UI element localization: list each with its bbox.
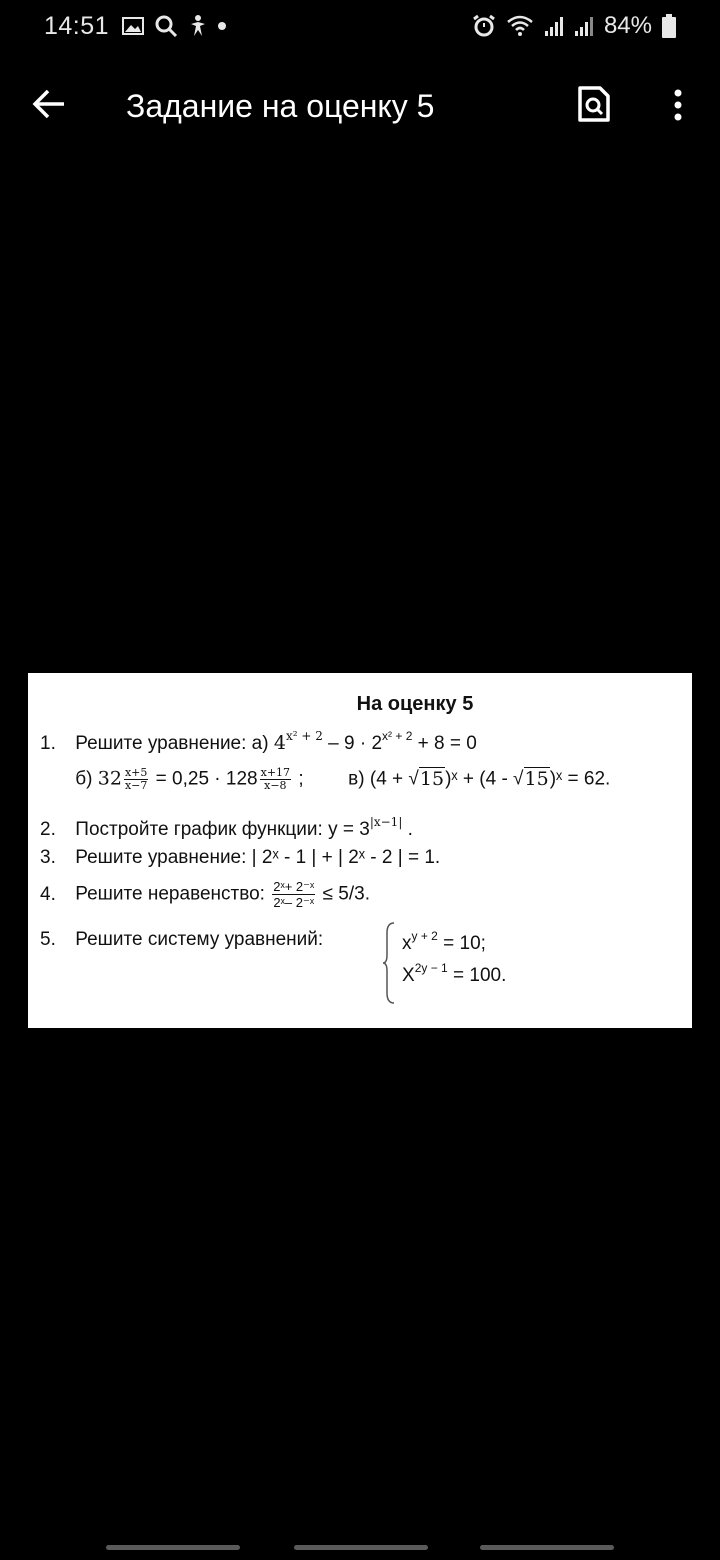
arrow-back-icon bbox=[28, 82, 72, 126]
equation-part: (4 + bbox=[369, 768, 404, 790]
nav-recents-handle[interactable] bbox=[106, 1545, 240, 1550]
system-brace-icon bbox=[382, 921, 396, 1005]
document-search-icon bbox=[574, 82, 614, 126]
system-equation-2 bbox=[402, 961, 506, 987]
equation-part: )ˣ = 62. bbox=[549, 768, 611, 790]
battery-percentage: 84% bbox=[603, 12, 652, 39]
equation-part: X bbox=[402, 965, 415, 986]
fraction bbox=[260, 767, 291, 792]
task-text: Решите уравнение: | 2ˣ - 1 | + | 2ˣ - 2 | = 1. bbox=[75, 847, 441, 868]
equation-part: 32 bbox=[97, 767, 122, 790]
fraction bbox=[272, 879, 315, 910]
nav-back-handle[interactable] bbox=[480, 1545, 614, 1550]
equation-part: x bbox=[402, 933, 412, 954]
more-options-button[interactable] bbox=[664, 84, 692, 128]
status-bar bbox=[0, 0, 720, 56]
status-icons-right bbox=[472, 12, 676, 40]
equation-part: – 9 · 2 bbox=[328, 733, 383, 754]
signal-icon bbox=[544, 15, 564, 37]
label-c: в) bbox=[348, 768, 365, 790]
fraction-denominator: 2ˣ– 2⁻ˣ bbox=[273, 895, 315, 910]
exponent: 2y − 1 bbox=[414, 961, 448, 975]
exponent: |x−1| bbox=[369, 815, 403, 829]
equation-part: = 0,25 · 128 bbox=[155, 768, 258, 790]
nav-home-handle[interactable] bbox=[294, 1545, 428, 1550]
equation-part: . bbox=[407, 819, 413, 840]
document-image[interactable] bbox=[28, 673, 692, 1028]
sqrt-radicand: 15 bbox=[419, 767, 445, 790]
dot-icon bbox=[218, 22, 226, 30]
task-number: 1. bbox=[40, 733, 56, 754]
sqrt-radicand: 15 bbox=[524, 767, 549, 790]
system-equation-1 bbox=[402, 929, 486, 955]
exponent: x² + 2 bbox=[382, 729, 413, 743]
task-number: 3. bbox=[40, 847, 56, 868]
fraction-numerator: 2ˣ+ 2⁻ˣ bbox=[273, 879, 315, 894]
app-bar bbox=[0, 60, 720, 156]
signal-icon bbox=[574, 15, 594, 37]
status-time: 14:51 bbox=[44, 12, 110, 40]
task-4 bbox=[40, 879, 370, 910]
equation-part: )ˣ + (4 - bbox=[445, 768, 508, 790]
task-3 bbox=[40, 847, 440, 869]
search-in-document-button[interactable] bbox=[574, 82, 614, 126]
page-title: Задание на оценку 5 bbox=[126, 88, 435, 124]
more-vertical-icon bbox=[664, 84, 692, 128]
fraction-denominator: x−7 bbox=[124, 779, 148, 792]
fraction-numerator: x+5 bbox=[124, 766, 148, 779]
alarm-icon bbox=[472, 14, 496, 38]
fraction-denominator: x−8 bbox=[264, 779, 287, 792]
equation-part: ; bbox=[298, 768, 304, 790]
exponent: x² + 2 bbox=[285, 729, 323, 743]
equation-part: + 8 = 0 bbox=[417, 733, 477, 754]
equation-part: 4 bbox=[273, 732, 286, 754]
task-number: 2. bbox=[40, 819, 56, 840]
task-text: Решите уравнение: а) bbox=[75, 733, 269, 754]
fraction-numerator: x+17 bbox=[260, 766, 291, 779]
task-number: 5. bbox=[40, 929, 56, 950]
document-heading: На оценку 5 bbox=[356, 693, 474, 715]
back-button[interactable] bbox=[28, 82, 72, 126]
accessibility-icon bbox=[188, 14, 208, 38]
task-1 bbox=[40, 729, 477, 755]
wifi-icon bbox=[506, 14, 534, 38]
task-2 bbox=[40, 815, 413, 841]
equation-part: ≤ 5/3. bbox=[322, 883, 370, 905]
task-text: Решите неравенство: bbox=[75, 883, 265, 905]
task-text: Постройте график функции: у = 3 bbox=[75, 819, 370, 840]
task-1-bc: б) 32 $\frac{x+5}{x-7}$ = 0,25 · 128 $\frac{x+17}{x-8}$ ; в) (4 + √15)ˣ + (4 - √15)ˣ = 62. bbox=[75, 766, 611, 792]
task-number: 4. bbox=[40, 883, 56, 905]
equation-part: = 100. bbox=[453, 965, 507, 986]
exponent: y + 2 bbox=[411, 929, 438, 943]
equation-part: = 10; bbox=[443, 933, 486, 954]
search-icon bbox=[154, 14, 178, 38]
image-icon bbox=[122, 16, 144, 36]
task-5 bbox=[40, 929, 323, 951]
label-b: б) bbox=[75, 768, 93, 790]
battery-icon bbox=[662, 14, 676, 38]
fraction bbox=[124, 767, 148, 792]
task-text: Решите систему уравнений: bbox=[75, 929, 324, 950]
status-icons-left bbox=[122, 14, 226, 38]
